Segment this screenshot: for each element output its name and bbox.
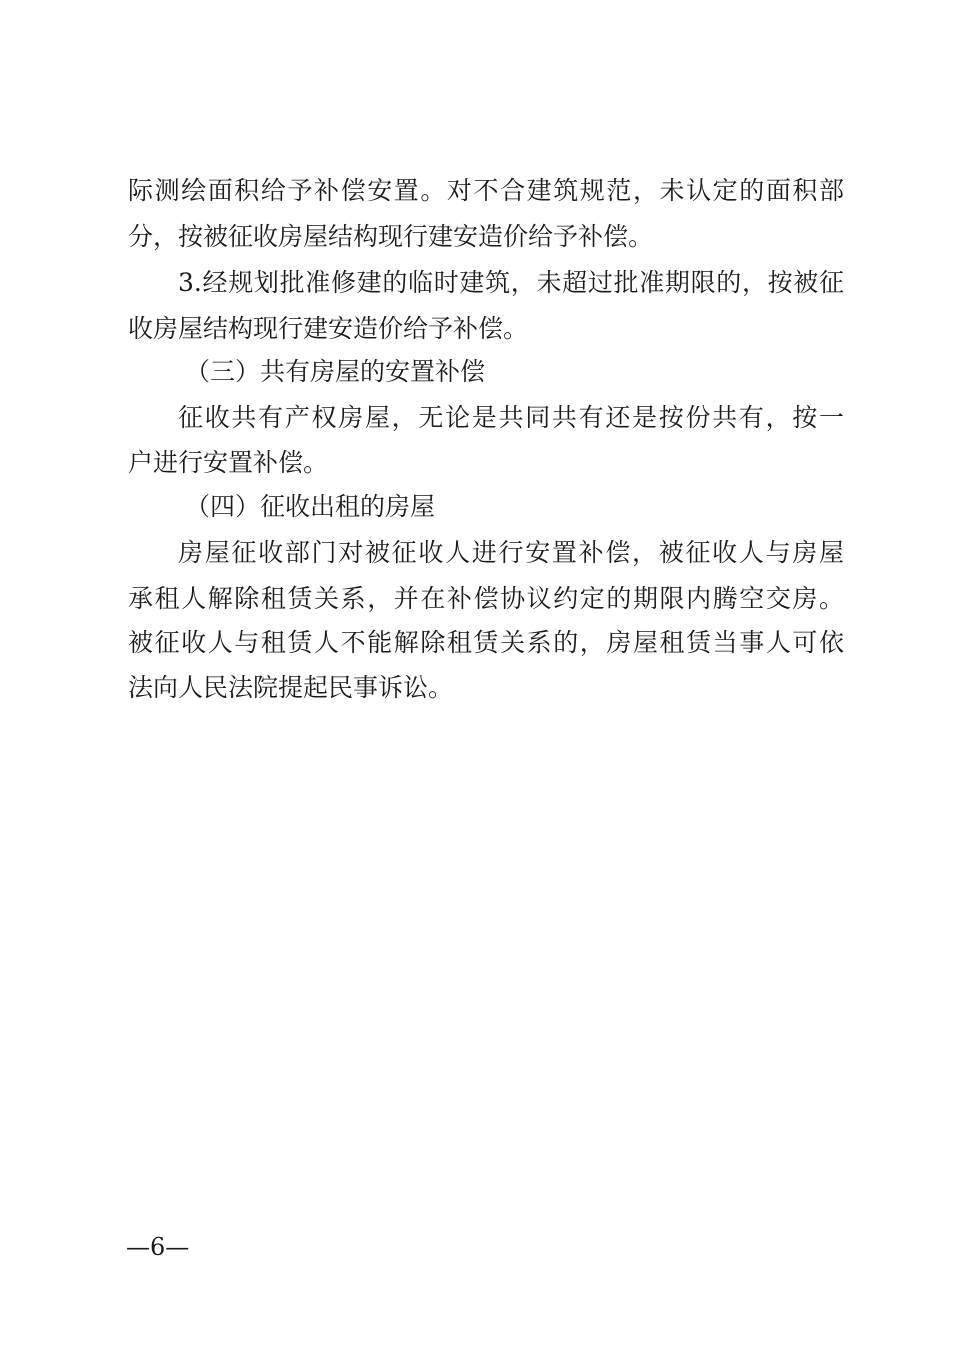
section-heading: （四）征收出租的房屋: [185, 492, 436, 521]
body-text-line: 分，按被征收房屋结构现行建安造价给予补偿。: [128, 222, 654, 251]
body-text-line: 户进行安置补偿。: [128, 448, 329, 477]
body-text-line: 际测绘面积给予补偿安置。对不合建筑规范，未认定的面积部: [128, 176, 844, 205]
section-heading: （三）共有房屋的安置补偿: [185, 357, 486, 386]
body-text-line: 被征收人与租赁人不能解除租赁关系的，房屋租赁当事人可依: [128, 628, 844, 657]
body-text-line: 征收共有产权房屋，无论是共同共有还是按份共有，按一: [178, 403, 844, 432]
page-number: —6—: [126, 1233, 190, 1261]
body-text-line: 承租人解除租赁关系，并在补偿协议约定的期限内腾空交房。: [128, 584, 844, 613]
body-text-line: 房屋征收部门对被征收人进行安置补偿，被征收人与房屋: [178, 538, 844, 567]
body-text-line: 收房屋结构现行建安造价给予补偿。: [128, 314, 529, 343]
body-text-line: 3.经规划批准修建的临时建筑，未超过批准期限的，按被征: [178, 268, 844, 297]
body-text-line: 法向人民法院提起民事诉讼。: [128, 673, 454, 702]
